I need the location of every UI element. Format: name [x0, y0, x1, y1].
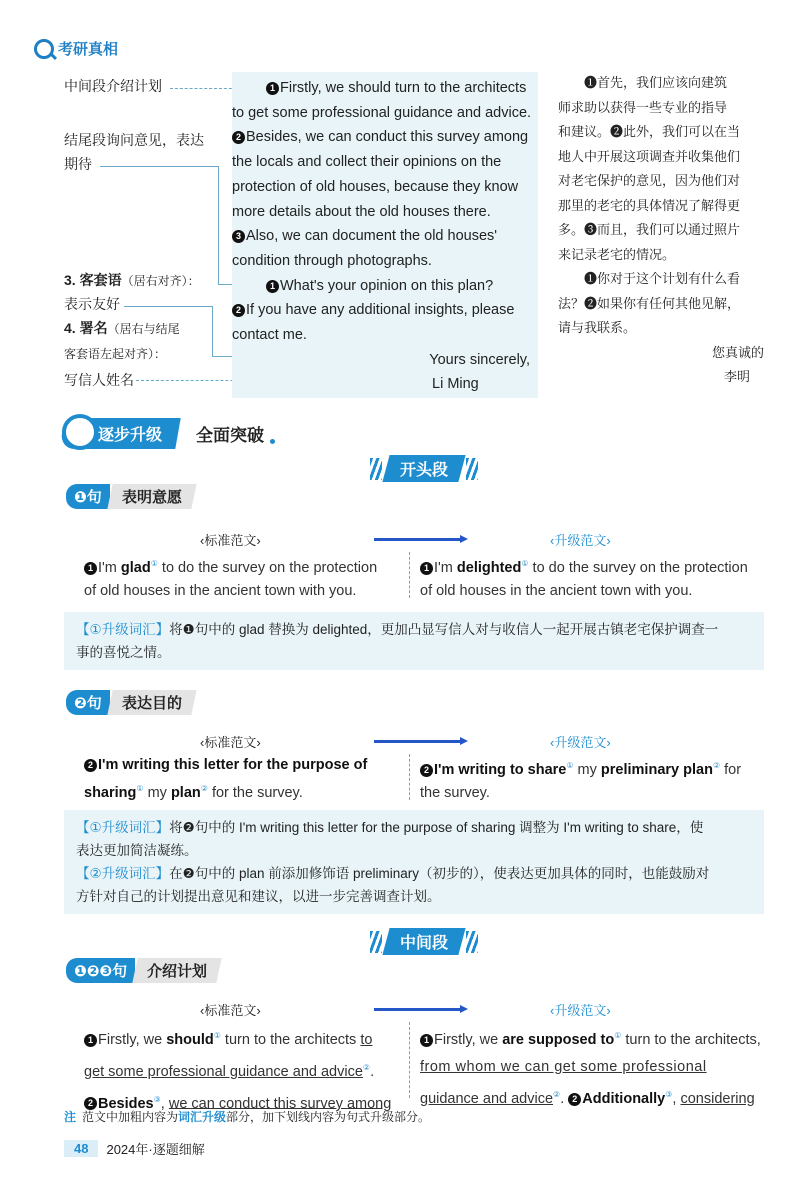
translation-block: [558, 72, 766, 391]
footnote: 注 范文中加粗内容为词汇升级部分，加下划线内容为句式升级部分。: [64, 1110, 431, 1124]
section-subtitle: 全面突破: [196, 426, 265, 445]
trans-line-1: ❶首先，我们应该向建筑: [584, 76, 728, 91]
page-footer: [64, 1139, 205, 1158]
sentence-2-number: ❷句: [66, 690, 110, 715]
arrow-icon: [374, 740, 462, 743]
label-sign-note-2: 客套语左起对齐）：: [64, 347, 167, 361]
trans-line-2: 师求助以获得一些专业的指导: [558, 100, 728, 116]
stripe-decoration-icon: [370, 458, 382, 480]
s1-standard: 1 I'm glad① to do the survey on the protection of old houses in the ancient town with you.: [84, 559, 378, 599]
arrow-icon: [374, 1008, 462, 1011]
label-mid-intro: 中间段介绍计划: [64, 78, 162, 94]
label-end-ask: 结尾段询问意见，表达: [64, 132, 204, 148]
s1-note: 【①升级词汇】将❶句中的 glad 替换为 delighted，更加凸显写信人对与收信人一起开展古镇老宅保护调查一 事的喜悦之情。: [64, 612, 764, 670]
s1-upgrade: 1 I'm delighted① to do the survey on the protection of old houses in the ancient town with you.: [420, 559, 748, 599]
letter-line-11: contact me.: [232, 327, 307, 344]
sign-note: （居右与结尾: [107, 322, 180, 336]
trans-line-7: 多。❸而且，我们可以通过照片: [558, 223, 741, 238]
book-title: 2024年·逐题细解: [106, 1142, 205, 1157]
col-standard-3: ‹标准范文›: [200, 1003, 261, 1018]
letter-line-5: protection of old houses, because they know: [232, 178, 519, 195]
letter-line-2: to get some professional guidance and advice.: [232, 104, 532, 121]
sentence-2-title-box: [107, 690, 196, 715]
sign-title: 4. 署名: [64, 320, 108, 336]
letter-box: [232, 72, 538, 398]
label-sign-desc: 写信人姓名: [64, 372, 134, 388]
sentence-3-number: ❶❷❸句: [66, 958, 135, 983]
trans-line-8: 来记录老宅的情况。: [558, 247, 676, 263]
s2-upgrade: 2 I'm writing to share① my preliminary plan② for the survey.: [420, 761, 742, 801]
label-closing-desc: 表示友好: [64, 296, 120, 312]
stripe-decoration-icon: [370, 931, 382, 953]
letter-line-3: 2 Besides, we can conduct this survey among: [232, 125, 538, 150]
trans-closing: 您真诚的: [711, 345, 764, 361]
letter-line-8: condition through photographs.: [232, 252, 432, 269]
trans-line-4: 地人中开展这项调查并收集他们: [558, 149, 741, 165]
sentence-1-title: 表明意愿: [121, 489, 182, 506]
banner-opening-text: 开头段: [400, 462, 449, 479]
arrow-icon: [374, 538, 462, 541]
section-magnifier-icon: [62, 414, 98, 450]
s2-note: 【①升级词汇】将❷句中的 I'm writing this letter for the purpose of sharing 调整为 I'm writing to share，使 表达更加简洁凝练。 【②升级词汇】在❷句中的 plan 前添加修饰语 preliminary（初步的），使表达更加具体的同时，也能鼓励对 方针对自己的计划提出意见和建议，以进一步完善调查计划。: [64, 810, 764, 914]
page-number: 48: [64, 1140, 98, 1157]
label-sign: [64, 316, 180, 341]
sentence-2-header: [66, 690, 194, 715]
col-standard-2: ‹标准范文›: [200, 735, 261, 750]
closing-note: （居右对齐）：: [121, 274, 200, 288]
col-standard-1: ‹标准范文›: [200, 533, 261, 548]
dot-icon: [270, 439, 275, 444]
s3-standard: 1 Firstly, we should① turn to the architects to get some professional guidance and advice②. 2 Besides③, we can conduct this survey among: [84, 1031, 392, 1112]
stripe-decoration-icon: [466, 458, 478, 480]
letter-name: Li Ming: [432, 376, 479, 393]
sentence-3-header: [66, 958, 219, 983]
letter-closing: Yours sincerely,: [429, 351, 530, 368]
trans-line-6: 那里的老宅的具体情况了解得更: [558, 198, 741, 214]
label-closing: [64, 268, 200, 293]
banner-middle: [370, 928, 478, 955]
letter-line-4: the locals and collect their opinions on the: [232, 154, 502, 171]
sentence-1-number: ❶句: [66, 484, 110, 509]
letter-line-10: 2 If you have any additional insights, please: [232, 298, 538, 323]
trans-line-10: 法？❷如果你有任何其他见解，: [558, 296, 741, 312]
letter-line-7: 3 Also, we can document the old houses': [232, 224, 538, 249]
closing-title: 3. 客套语: [64, 272, 122, 288]
header-logo: [34, 38, 118, 59]
banner-middle-text: 中间段: [400, 935, 449, 952]
search-icon: [34, 39, 54, 59]
letter-line-6: more details about the old houses there.: [232, 203, 491, 220]
col-upgrade-2: ‹升级范文›: [550, 735, 611, 750]
col-upgrade-3: ‹升级范文›: [550, 1003, 611, 1018]
trans-line-11: 请与我联系。: [558, 321, 637, 336]
letter-line-1: 1 Firstly, we should turn to the architects: [232, 76, 538, 101]
section-title: 逐步升级: [98, 427, 163, 444]
label-end-ask-2: 期待: [64, 156, 92, 172]
trans-line-5: 对老宅保护的意见，因为他们对: [558, 174, 741, 189]
sentence-3-title: 介绍计划: [147, 963, 208, 980]
trans-line-9: ❶你对于这个计划有什么看: [584, 272, 741, 287]
stripe-decoration-icon: [466, 931, 478, 953]
trans-name: 李明: [723, 370, 750, 385]
banner-opening: [370, 455, 478, 482]
sentence-1-header: [66, 484, 194, 509]
col-upgrade-1: ‹升级范文›: [550, 533, 611, 548]
trans-line-3: 和建议。❷此外，我们可以在当: [558, 125, 741, 140]
sentence-1-title-box: [107, 484, 196, 509]
s2-standard: 2 I'm writing this letter for the purpose of sharing① my plan② for the survey.: [84, 757, 368, 801]
sentence-3-title-box: [132, 958, 221, 983]
letter-line-9: 1 What's your opinion on this plan?: [232, 274, 538, 299]
logo-text: 考研真相: [58, 41, 119, 58]
s3-upgrade: 1 Firstly, we are supposed to① turn to the architects, from whom we can get some professional guidance and advice②. 2 Additionally③, considering: [420, 1031, 761, 1107]
sentence-2-title: 表达目的: [121, 695, 182, 712]
